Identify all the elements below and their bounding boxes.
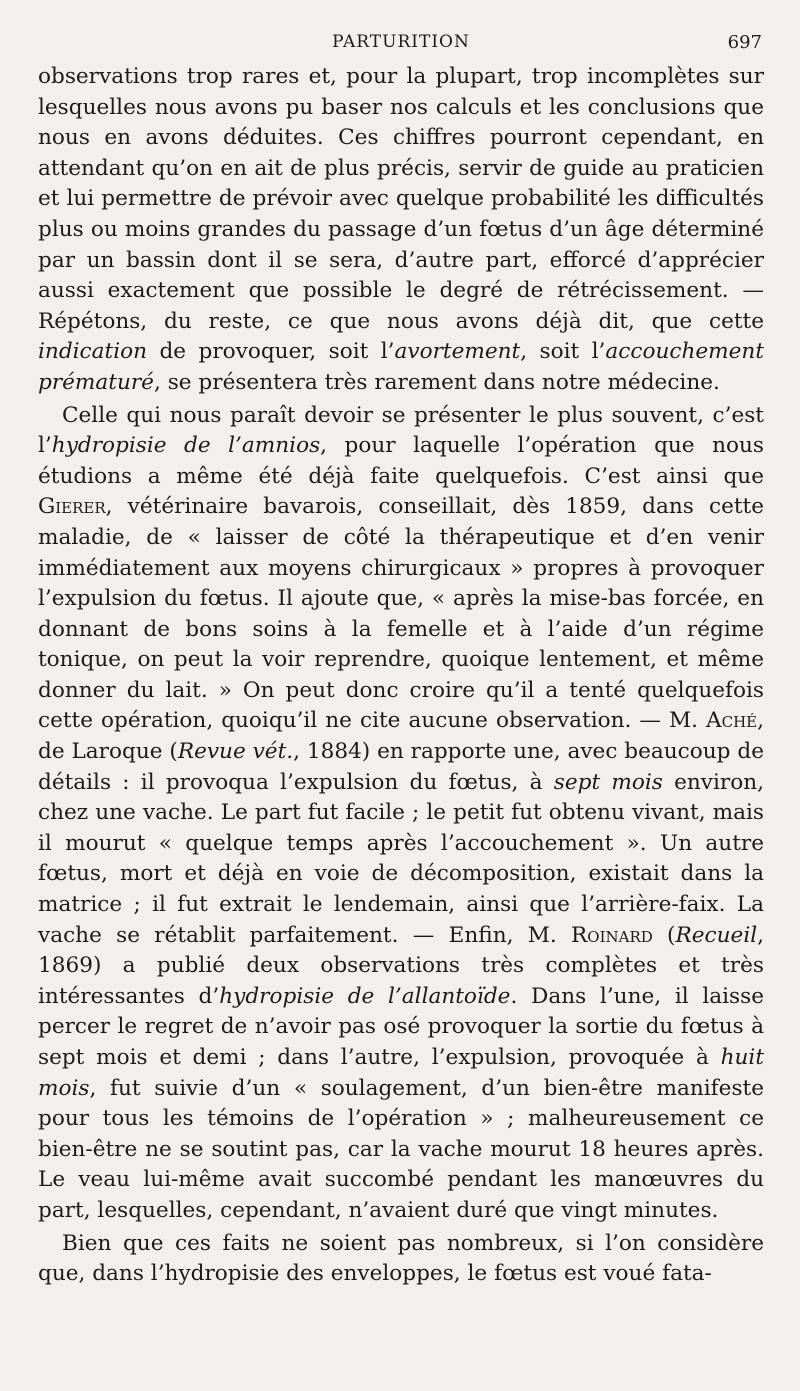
text-run: , pour laquelle l’opération que nous étudions a même été déjà faite quelquefois. C’est ainsi que <box>38 433 764 489</box>
italic-run: accouchement prématuré <box>38 339 765 395</box>
author-name: Roinard <box>571 922 653 948</box>
running-header <box>38 32 764 58</box>
text-run: , fut suivie d’un « soulagement, d’un bien-être manifeste pour tous les témoins de l’opération » ; malheureusement ce bien-être ne se soutint pas, car la vache mourut 18 heures après. Le veau lui-même avait succombé pendant les manœuvres du part, lesquelles, cependant, n’avaient duré que vingt minutes. <box>38 1075 764 1223</box>
italic-run: indication <box>38 339 148 365</box>
text-run: . Dans l’une, il laisse percer le regret de n’avoir pas osé provoquer la sortie du fœtus à sept mois et demi ; dans l’autre, l’expulsion, provoquée à <box>38 983 764 1070</box>
text-run: , se présentera très rarement dans notre médecine. <box>153 369 720 395</box>
italic-run: hydropisie de l’allantoïde <box>219 983 511 1009</box>
italic-run: huit mois <box>38 1045 764 1101</box>
body-text <box>38 62 764 1290</box>
italic-run: avortement <box>394 339 521 365</box>
text-run: , 1884) en rapporte une, avec beaucoup de détails : il provoqua l’expulsion du fœtus, à <box>38 739 764 795</box>
paragraph-3 <box>38 1229 764 1290</box>
text-run: observations trop rares et, pour la plupart, trop incomplètes sur lesquelles nous avons pu baser nos calculs et les conclusions que nous en avons déduites. Ces chiffres pourront cependant, en attendant qu’on en ait de plus précis, servir de guide au praticien et lui permettre de prévoir avec quelque probabilité les difficultés plus ou moins grandes du passage d’un fœtus d’un âge déterminé par un bassin dont il se sera, d’autre part, efforcé d’apprécier aussi exactement que possible le degré de rétrécissement. — Répétons, du reste, ce que nous avons déjà dit, que cette <box>38 64 764 334</box>
paragraph-1 <box>38 62 764 399</box>
italic-run: Revue vét. <box>177 739 294 765</box>
author-name: Aché <box>706 708 758 734</box>
text-run: , de Laroque ( <box>38 708 764 765</box>
italic-run: sept mois <box>553 769 663 795</box>
italic-run: hydropisie de l’amnios <box>51 433 321 459</box>
text-run: , soit l’ <box>520 339 606 365</box>
page-number: 697 <box>727 32 762 53</box>
text-run: , 1869) a publié deux observations très complètes et très intéressantes d’ <box>38 922 765 1009</box>
running-title: PARTURITION <box>332 32 470 52</box>
text-run: Bien que ces faits ne soient pas nombreux, si l’on considère que, dans l’hydropisie des enveloppes, le fœtus est voué fata- <box>38 1230 764 1287</box>
text-run: ( <box>652 922 676 948</box>
italic-run: Recueil <box>675 922 758 948</box>
text-run: environ, chez une vache. Le part fut facile ; le petit fut obtenu vivant, mais il mourut « quelque temps après l’accouchement ». Un autre fœtus, mort et déjà en voie de décomposition, existait dans la matrice ; il fut extrait le lendemain, ainsi que l’arrière-faix. La vache se rétablit parfaitement. — Enfin, M. <box>38 769 764 948</box>
text-run: , vétérinaire bavarois, conseillait, dès 1859, dans cette maladie, de « laisser de côté la thérapeutique et d’en venir immédiatement aux moyens chirurgicaux » propres à provoquer l’expulsion du fœtus. Il ajoute que, « après la mise-bas forcée, en donnant de bons soins à la femelle et à l’aide d’un régime tonique, on peut la voir reprendre, quoique lentement, et même donner du lait. » On peut donc croire qu’il a tenté quelquefois cette opération, quoiqu’il ne cite aucune observation. — M. <box>38 494 764 734</box>
author-name: Gierer <box>38 494 106 520</box>
text-run: Celle qui nous paraît devoir se présenter le plus souvent, c’est l’ <box>38 402 764 459</box>
text-run: de provoquer, soit l’ <box>147 339 395 365</box>
paragraph-2 <box>38 401 764 1227</box>
